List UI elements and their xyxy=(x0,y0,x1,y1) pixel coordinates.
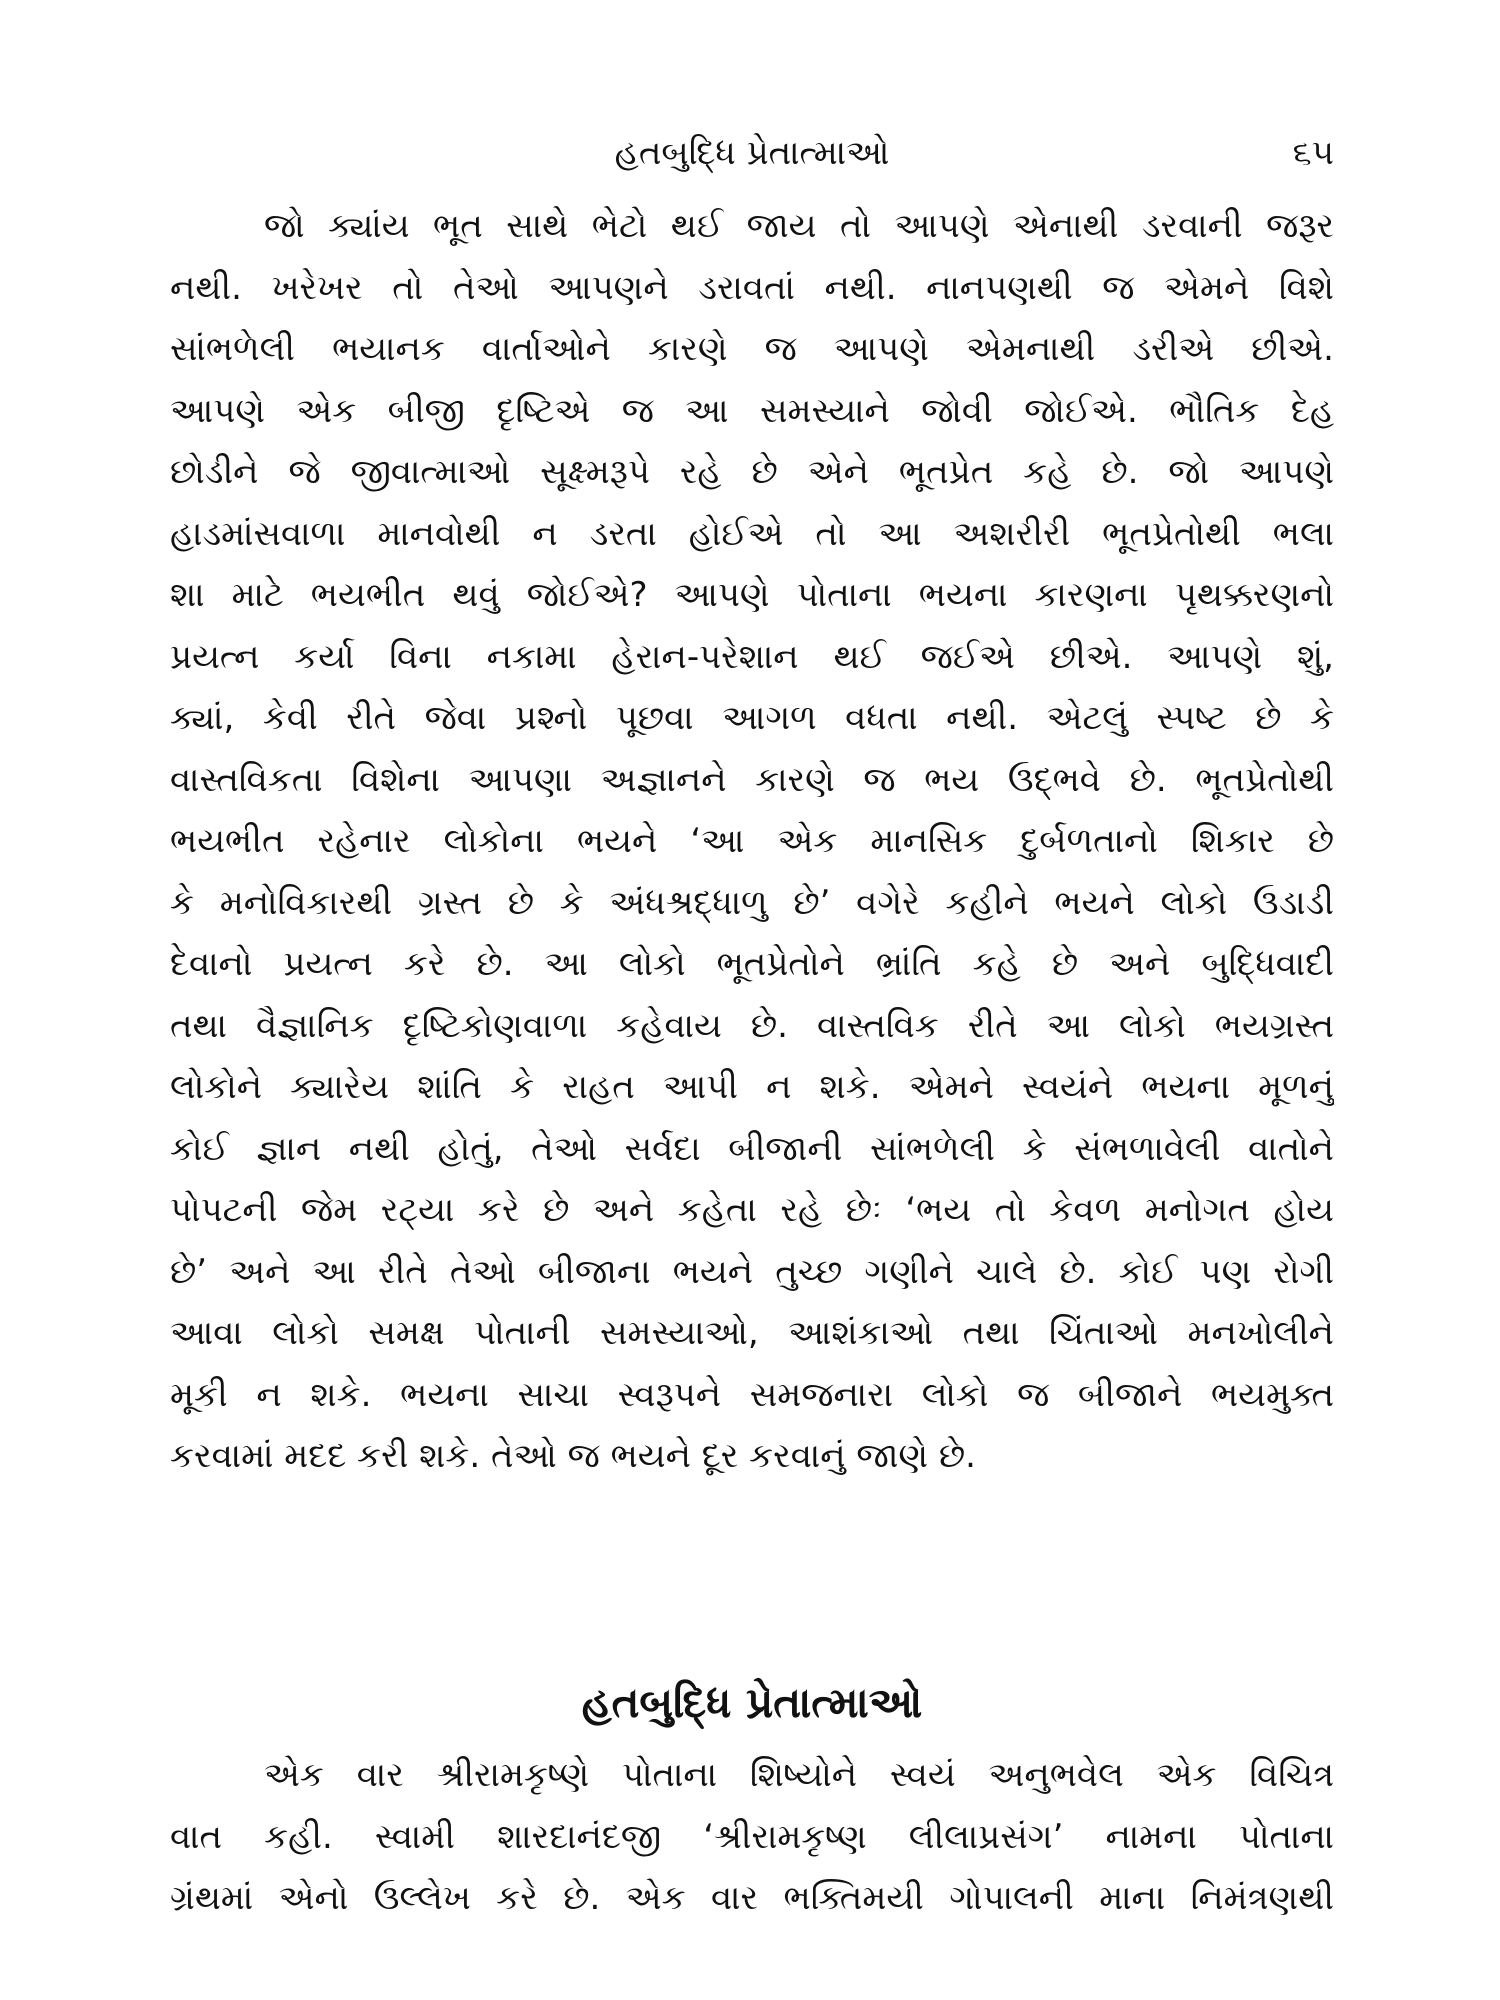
paragraph-line: તથા વૈજ્ઞાનિક દૃષ્ટિકોણવાળા કહેવાય છે. વાસ્તવિક રીતે આ લોકો ભયગ્રસ્ત xyxy=(170,1005,1334,1046)
paragraph-line: પ્રયત્ન કર્યા વિના નકામા હેરાન-પરેશાન થઈ જઈએ છીએ. આપણે શું, xyxy=(170,636,1334,677)
paragraph-line: કોઈ જ્ઞાન નથી હોતું, તેઓ સર્વદા બીજાની સાંભળેલી કે સંભળાવેલી વાતોને xyxy=(170,1128,1334,1169)
paragraph-line: આવા લોકો સમક્ષ પોતાની સમસ્યાઓ, આશંકાઓ તથા ચિંતાઓ મનખોલીને xyxy=(170,1313,1334,1353)
paragraph-line: વાસ્તવિકતા વિશેના આપણા અજ્ઞાનને કારણે જ ભય ઉદ્ભવે છે. ભૂતપ્રેતોથી xyxy=(170,759,1334,800)
paragraph-line: છોડીને જે જીવાત્માઓ સૂક્ષ્મરૂપે રહે છે એને ભૂતપ્રેત કહે છે. જો આપણે xyxy=(170,452,1334,492)
running-header xyxy=(170,128,1334,178)
paragraph-line: દેવાનો પ્રયત્ન કરે છે. આ લોકો ભૂતપ્રેતોને ભ્રાંતિ કહે છે અને બુદ્ધિવાદી xyxy=(170,944,1334,984)
paragraph-line: ગ્રંથમાં એનો ઉલ્લેખ કરે છે. એક વાર ભક્તિમયી ગોપાલની માના નિમંત્રણથી xyxy=(170,1878,1334,1918)
paragraph-2 xyxy=(170,1745,1334,1930)
paragraph-line: કરવામાં મદદ કરી શકે. તેઓ જ ભયને દૂર કરવાનું જાણે છે. xyxy=(170,1436,976,1476)
section-heading: હતબુદ્ધિ પ્રેતાત્માઓ xyxy=(581,1678,923,1727)
paragraph-line: એક વાર શ્રીરામકૃષ્ણે પોતાના શિષ્યોને સ્વયં અનુભવેલ એક વિચિત્ર xyxy=(264,1755,1334,1795)
running-title: હતબુદ્ધિ પ્રેતાત્માઓ xyxy=(614,133,890,173)
paragraph-line: હાડમાંસવાળા માનવોથી ન ડરતા હોઈએ તો આ અશરીરી ભૂતપ્રેતોથી ભલા xyxy=(170,513,1334,554)
paragraph-line: છે’ અને આ રીતે તેઓ બીજાના ભયને તુચ્છ ગણીને ચાલે છે. કોઈ પણ રોગી xyxy=(170,1251,1334,1292)
paragraph-line: મૂકી ન શકે. ભયના સાચા સ્વરૂપને સમજનારા લોકો જ બીજાને ભયમુક્ત xyxy=(170,1374,1334,1415)
paragraph-line: પોપટની જેમ રટ્યા કરે છે અને કહેતા રહે છેઃ ‘ભય તો કેવળ મનોગત હોય xyxy=(170,1190,1334,1230)
paragraph-1 xyxy=(170,196,1334,1488)
paragraph-line: વાત કહી. સ્વામી શારદાનંદજી ‘શ્રીરામકૃષ્ણ લીલાપ્રસંગ’ નામના પોતાના xyxy=(170,1816,1334,1857)
paragraph-line: ક્યાં, કેવી રીતે જેવા પ્રશ્નો પૂછવા આગળ વધતા નથી. એટલું સ્પષ્ટ છે કે xyxy=(170,698,1334,738)
paragraph-line: નથી. ખરેખર તો તેઓ આપણને ડરાવતાં નથી. નાનપણથી જ એમને વિશે xyxy=(170,267,1334,308)
page-number: ૬૫ xyxy=(1292,133,1334,173)
paragraph-line: સાંભળેલી ભયાનક વાર્તાઓને કારણે જ આપણે એમનાથી ડરીએ છીએ. xyxy=(170,329,1334,369)
paragraph-line: કે મનોવિકારથી ગ્રસ્ત છે કે અંધશ્રદ્ધાળુ છે’ વગેરે કહીને ભયને લોકો ઉડાડી xyxy=(170,882,1334,923)
paragraph-line: શા માટે ભયભીત થવું જોઈએ? આપણે પોતાના ભયના કારણના પૃથક્કરણનો xyxy=(170,575,1334,615)
paragraph-line: જો ક્યાંય ભૂત સાથે ભેટો થઈ જાય તો આપણે એનાથી ડરવાની જરૂર xyxy=(264,206,1334,246)
paragraph-line: આપણે એક બીજી દૃષ્ટિએ જ આ સમસ્યાને જોવી જોઈએ. ભૌતિક દેહ xyxy=(170,390,1334,431)
paragraph-line: લોકોને ક્યારેય શાંતિ કે રાહત આપી ન શકે. એમને સ્વયંને ભયના મૂળનું xyxy=(170,1067,1334,1107)
paragraph-line: ભયભીત રહેનાર લોકોના ભયને ‘આ એક માનસિક દુર્બળતાનો શિકાર છે xyxy=(170,821,1334,861)
